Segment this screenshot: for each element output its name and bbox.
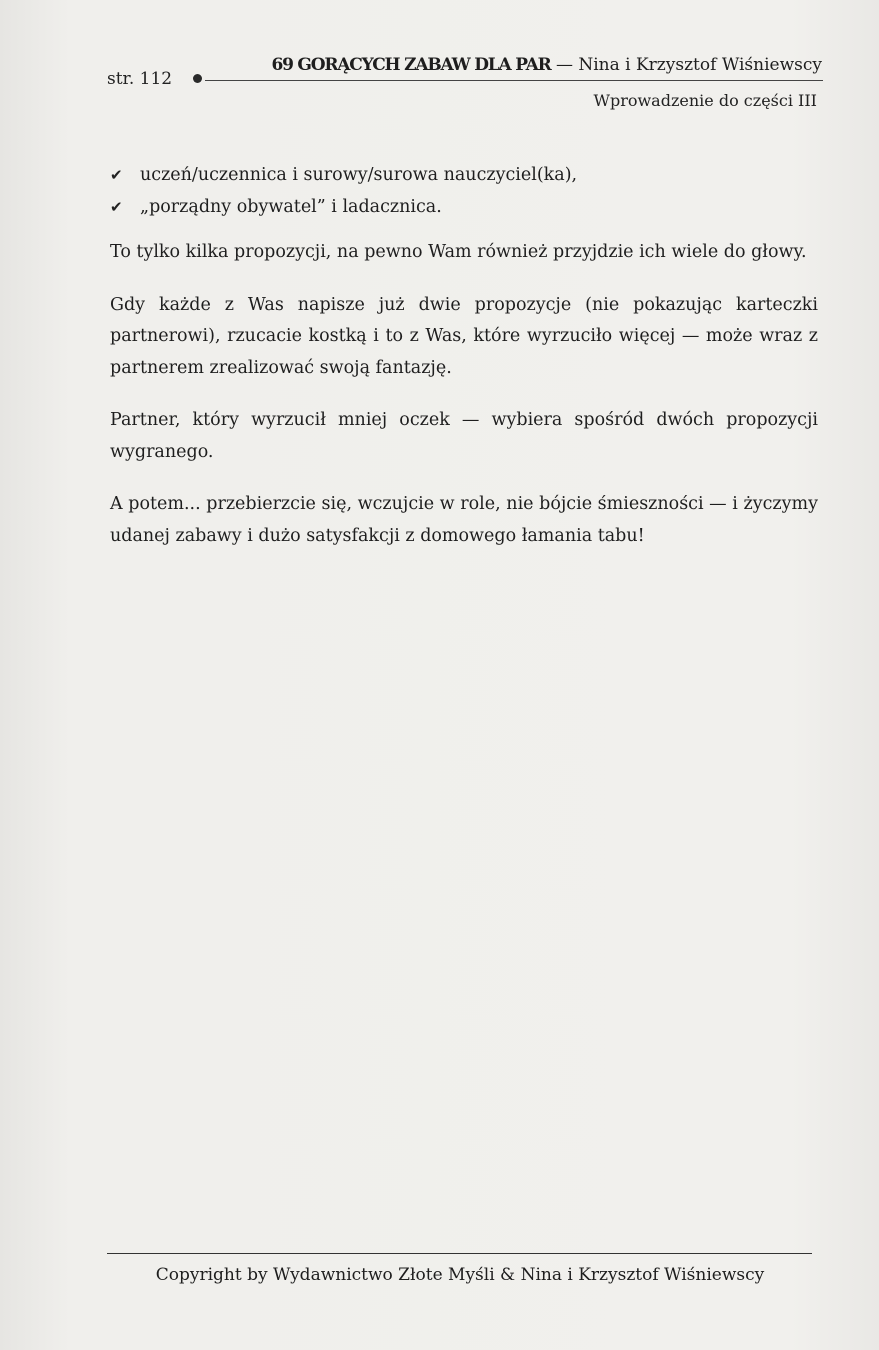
running-header [271, 55, 822, 75]
header-authors: Nina i Krzysztof Wiśniewscy [578, 55, 822, 75]
header-separator: — [555, 55, 573, 75]
copyright-footer: Copyright by Wydawnictwo Złote Myśli & Nina i Krzysztof Wiśniewscy [155, 1265, 765, 1285]
page-number: str. 112 [107, 69, 173, 89]
paragraph: Gdy każde z Was napisze już dwie propozycje (nie pokazując karteczki partnerowi), rzucacie kostką i to z Was, które wyrzuciło więcej — może wraz z partnerem zrealizować swoją fantazję. [110, 294, 818, 378]
check-mark-icon: ✔ [110, 166, 123, 184]
header-rule [205, 80, 823, 81]
list-item-text: uczeń/uczennica i surowy/surowa nauczyciel(ka), [140, 165, 578, 185]
paragraph: A potem... przebierzcie się, wczujcie w role, nie bójcie śmieszności — i życzymy udanej zabawy i dużo satysfakcji z domowego łamania tabu! [110, 494, 818, 546]
page-body [110, 160, 818, 573]
check-mark-icon: ✔ [110, 197, 123, 216]
list-item [110, 160, 818, 192]
list-item [110, 192, 818, 224]
role-checklist [110, 160, 818, 223]
paragraph: Partner, który wyrzucił mniej oczek — wybiera spośród dwóch propozycji wygranego. [110, 410, 818, 462]
bullet-dot-icon [193, 74, 202, 83]
paragraph: To tylko kilka propozycji, na pewno Wam również przyjdzie ich wiele do głowy. [110, 242, 807, 262]
section-title: Wprowadzenie do części III [593, 91, 817, 110]
list-item-text: „porządny obywatel” i ladacznica. [140, 196, 442, 217]
footer-rule [107, 1253, 812, 1254]
book-title: 69 GORĄCYCH ZABAW DLA PAR [271, 55, 551, 75]
